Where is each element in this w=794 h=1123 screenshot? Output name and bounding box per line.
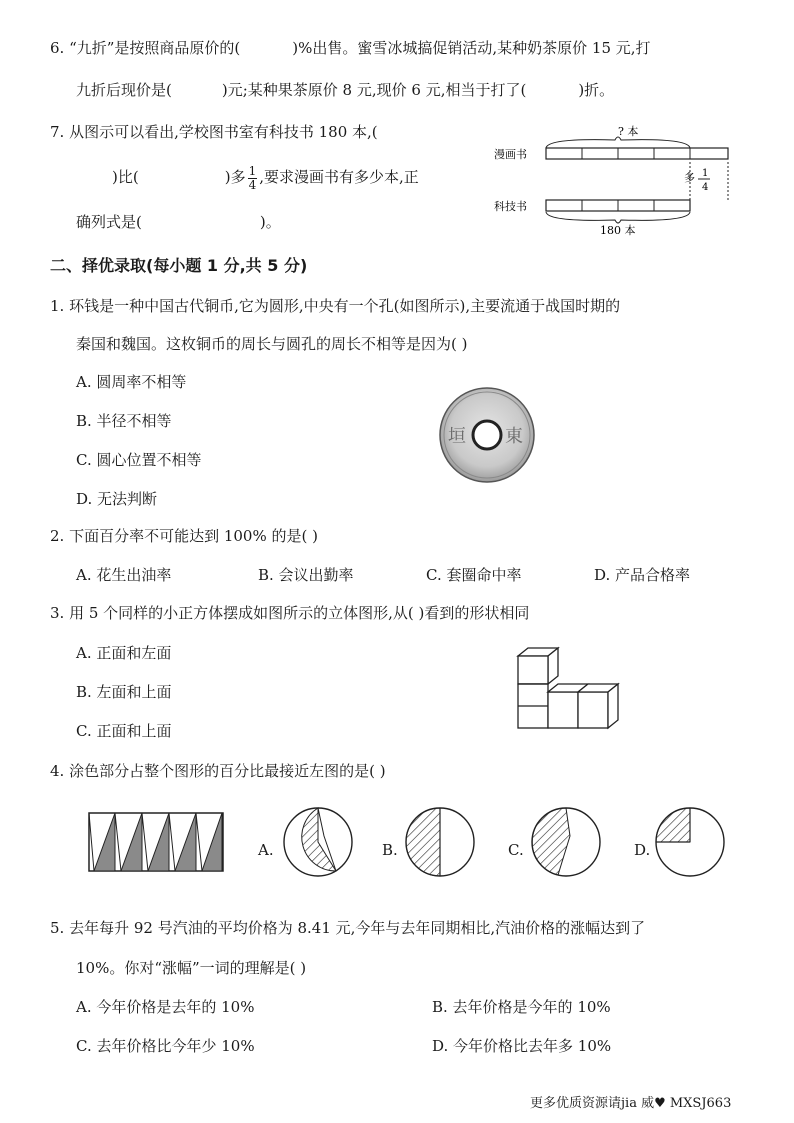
s2q3-option-c[interactable]: C. 正面和上面 (76, 722, 172, 740)
q6-text-d: )元;某种果茶原价 8 元,现价 6 元,相当于打了( (221, 81, 527, 99)
q7-text-c: ,要求漫画书有多少本,正 (259, 168, 419, 186)
q4-label-a: A. (258, 841, 274, 859)
cube-figure (514, 646, 634, 736)
q6-line2 (76, 80, 614, 100)
coin-image (438, 386, 536, 484)
q7-text-b: )多 (224, 168, 246, 186)
label-manga: 漫画书 (494, 148, 527, 161)
coin-hole (473, 421, 501, 449)
s2q2-option-b[interactable]: B. 会议出勤率 (258, 566, 354, 584)
more-frac-den: 4 (702, 182, 709, 193)
q7-bar-diagram (490, 118, 730, 236)
q4-option-b-circle[interactable] (404, 806, 476, 878)
s2q5-option-a[interactable]: A. 今年价格是去年的 10% (76, 998, 255, 1016)
s2q2-stem: 2. 下面百分率不可能达到 100% 的是( ) (50, 527, 318, 545)
label-science: 科技书 (494, 200, 527, 213)
s2q5-option-d[interactable]: D. 今年价格比去年多 10% (432, 1037, 612, 1055)
diagram-bottom-label: 180 本 (600, 224, 636, 236)
q4-label-d: D. (634, 841, 651, 859)
coin-char-left: 垣 (448, 426, 466, 447)
q7-line2 (112, 163, 419, 192)
q6-line1 (50, 38, 651, 58)
q7-text-e: )。 (259, 213, 281, 231)
s2q3-option-a[interactable]: A. 正面和左面 (76, 644, 172, 662)
s2q3-stem: 3. 用 5 个同样的小正方体摆成如图所示的立体图形,从( )看到的形状相同 (50, 604, 530, 622)
s2q1-option-b[interactable]: B. 半径不相等 (76, 412, 172, 430)
s2q5-option-c[interactable]: C. 去年价格比今年少 10% (76, 1037, 255, 1055)
footer-text: 更多优质资源请jia 威♥ MXSJ663 (530, 1096, 732, 1111)
more-frac-num: 1 (702, 168, 709, 179)
s2q2-option-c[interactable]: C. 套圈命中率 (426, 566, 522, 584)
q4-option-c-circle[interactable] (530, 806, 602, 878)
q6-text-c: 九折后现价是( (76, 81, 172, 99)
q6-text-e: )折。 (578, 81, 615, 99)
s2q1-option-d[interactable]: D. 无法判断 (76, 490, 158, 508)
q4-option-a-circle[interactable] (282, 806, 354, 878)
s2q1-line1: 1. 环钱是一种中国古代铜币,它为圆形,中央有一个孔(如图所示),主要流通于战国时期的 (50, 297, 621, 315)
q7-fraction: $\frac{1}{4}$ (248, 163, 257, 192)
q4-option-d-circle[interactable] (654, 806, 726, 878)
manga-bar (546, 148, 728, 159)
q7-line3 (76, 212, 281, 232)
s2q2-option-d[interactable]: D. 产品合格率 (594, 566, 691, 584)
section2-heading: 二、择优录取(每小题 1 分,共 5 分) (50, 256, 308, 275)
q4-reference-figure (88, 812, 226, 874)
s2q5-option-b[interactable]: B. 去年价格是今年的 10% (432, 998, 611, 1016)
more-label: 多 (684, 171, 695, 184)
coin-char-right: 東 (505, 426, 523, 447)
diagram-top-label: ? 本 (618, 125, 639, 138)
q7-text-d: 确列式是( (76, 213, 142, 231)
s2q1-option-a[interactable]: A. 圆周率不相等 (76, 373, 187, 391)
q6-text-a: 6. “九折”是按照商品原价的( (50, 39, 241, 57)
q7-text-a: )比( (112, 168, 139, 186)
s2q1-option-c[interactable]: C. 圆心位置不相等 (76, 451, 202, 469)
q6-text-b: )%出售。蜜雪冰城搞促销活动,某种奶茶原价 15 元,打 (292, 39, 651, 57)
s2q2-option-a[interactable]: A. 花生出油率 (76, 566, 172, 584)
bottom-brace (546, 212, 690, 223)
s2q3-option-b[interactable]: B. 左面和上面 (76, 683, 172, 701)
s2q4-stem: 4. 涂色部分占整个图形的百分比最接近左图的是( ) (50, 762, 386, 780)
top-brace (546, 137, 690, 148)
q4-label-b: B. (382, 841, 398, 859)
s2q5-line1: 5. 去年每升 92 号汽油的平均价格为 8.41 元,今年与去年同期相比,汽油价格的涨幅达到了 (50, 919, 646, 937)
q7-line1: 7. 从图示可以看出,学校图书室有科技书 180 本,( (50, 123, 378, 141)
q4-label-c: C. (508, 841, 524, 859)
s2q1-line2: 秦国和魏国。这枚铜币的周长与圆孔的周长不相等是因为( ) (76, 335, 468, 353)
s2q5-line2: 10%。你对“涨幅”一词的理解是( ) (76, 959, 307, 977)
